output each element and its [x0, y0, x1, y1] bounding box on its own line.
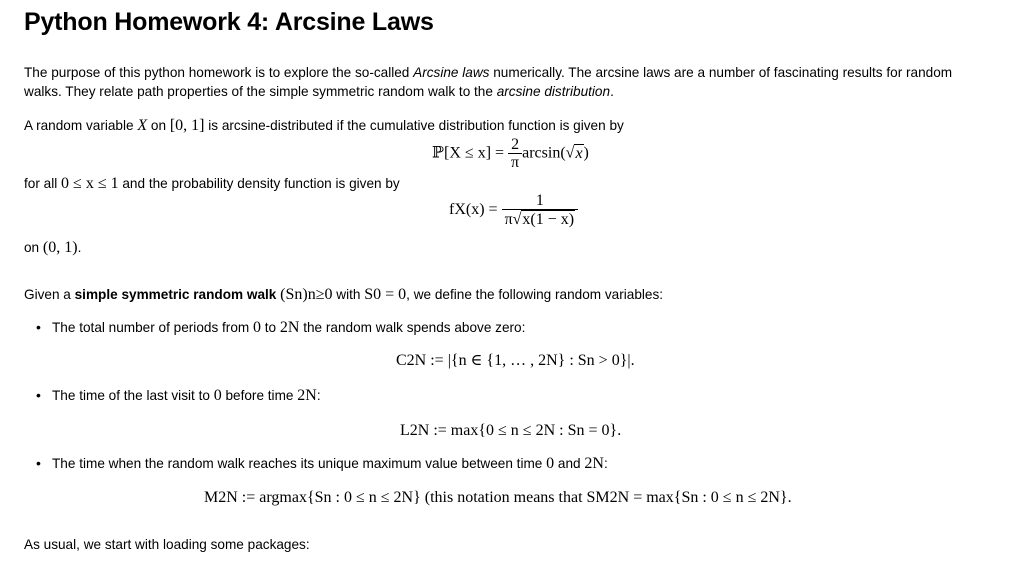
bullet-dot-icon: • [36, 319, 41, 335]
cdf-denominator: π [508, 153, 522, 172]
open-interval-line [24, 238, 81, 257]
bullet-item-c2n [52, 318, 525, 337]
bullet-text: : [316, 388, 321, 403]
pdf-lhs: fX(x) = [449, 201, 498, 219]
definition-text: and the probability density function is given by [118, 176, 400, 191]
bullet-text: before time [221, 388, 298, 403]
bullet-text: to [260, 320, 280, 335]
intro-text: The purpose of this python homework is to explore the so-called [24, 65, 414, 80]
sqrt-symbol-icon: √ [512, 211, 522, 228]
cdf-sqrt-radicand: x [575, 144, 583, 162]
math-interval-closed: [0, 1] [169, 117, 205, 134]
math-2n: 2N [584, 455, 604, 472]
math-sequence: (Sn)n≥0 [280, 286, 333, 303]
bullet-text: : [603, 456, 608, 471]
cdf-close-paren: ) [583, 144, 589, 162]
bullet-dot-icon: • [36, 455, 41, 471]
definition-line [24, 116, 624, 135]
definition-text: A random variable [24, 118, 138, 133]
walk-text: Given a [24, 287, 75, 302]
math-var-x: X [137, 117, 148, 134]
notebook-page [24, 0, 999, 568]
definition-text: on [147, 118, 170, 133]
pdf-equation [449, 192, 578, 229]
walk-line [24, 285, 663, 304]
walk-text: with [332, 287, 365, 302]
cdf-function: arcsin( [522, 144, 566, 162]
cdf-equation [432, 136, 589, 172]
walk-strong: simple symmetric random walk [74, 287, 277, 302]
math-zero: 0 [252, 319, 261, 336]
intro-emphasis-arcsine-distribution: arcsine distribution [496, 84, 611, 99]
intro-line-1 [24, 63, 952, 82]
pdf-fraction [502, 192, 579, 229]
range-line [24, 174, 400, 193]
bullet-dot-icon: • [36, 387, 41, 403]
definition-text: . [77, 240, 82, 255]
m2n-equation: M2N := argmax{Sn : 0 ≤ n ≤ 2N} (this notation means that SM2N = max{Sn : 0 ≤ n ≤ 2N}. [204, 489, 792, 506]
math-zero: 0 [546, 455, 555, 472]
math-2n: 2N [279, 319, 300, 336]
definition-text: is arcsine-distributed if the cumulative distribution function is given by [204, 118, 624, 133]
definition-text: for all [24, 176, 62, 191]
definition-text: on [24, 240, 43, 255]
bullet-text: The time of the last visit to [52, 388, 214, 403]
math-2n: 2N [297, 387, 317, 404]
c2n-equation: C2N := |{n ∈ {1, … , 2N} : Sn > 0}|. [396, 352, 635, 369]
cdf-fraction [508, 136, 522, 172]
page-title: Python Homework 4: Arcsine Laws [24, 8, 434, 36]
intro-text: numerically. The arcsine laws are a number of fascinating results for random [489, 65, 953, 80]
intro-text: . [610, 84, 614, 99]
bullet-text: and [554, 456, 585, 471]
pdf-denominator: π√x(1 − x) [502, 209, 579, 229]
pdf-sqrt-radicand: x(1 − x) [522, 211, 575, 228]
bullet-text: the random walk spends above zero: [299, 320, 526, 335]
closing-line: As usual, we start with loading some packages: [24, 537, 310, 552]
bullet-text: The total number of periods from [52, 320, 253, 335]
math-zero: 0 [213, 387, 222, 404]
math-initial: S0 = 0 [364, 286, 407, 303]
intro-text: walks. They relate path properties of the simple symmetric random walk to the [24, 84, 497, 99]
pdf-numerator: 1 [535, 192, 544, 209]
math-range: 0 ≤ x ≤ 1 [61, 175, 119, 192]
walk-text: , we define the following random variables: [406, 287, 664, 302]
sqrt-symbol-icon: √ [565, 144, 575, 162]
intro-emphasis-arcsine-laws: Arcsine laws [413, 65, 490, 80]
bullet-item-l2n [52, 386, 321, 405]
l2n-equation: L2N := max{0 ≤ n ≤ 2N : Sn = 0}. [400, 422, 622, 439]
cdf-numerator: 2 [511, 136, 520, 153]
intro-line-2 [24, 82, 614, 101]
bullet-item-m2n [52, 454, 608, 473]
cdf-lhs: ℙ[X ≤ x] = [432, 144, 505, 162]
math-interval-open: (0, 1) [42, 239, 78, 256]
bullet-text: The time when the random walk reaches its unique maximum value between time [52, 456, 547, 471]
